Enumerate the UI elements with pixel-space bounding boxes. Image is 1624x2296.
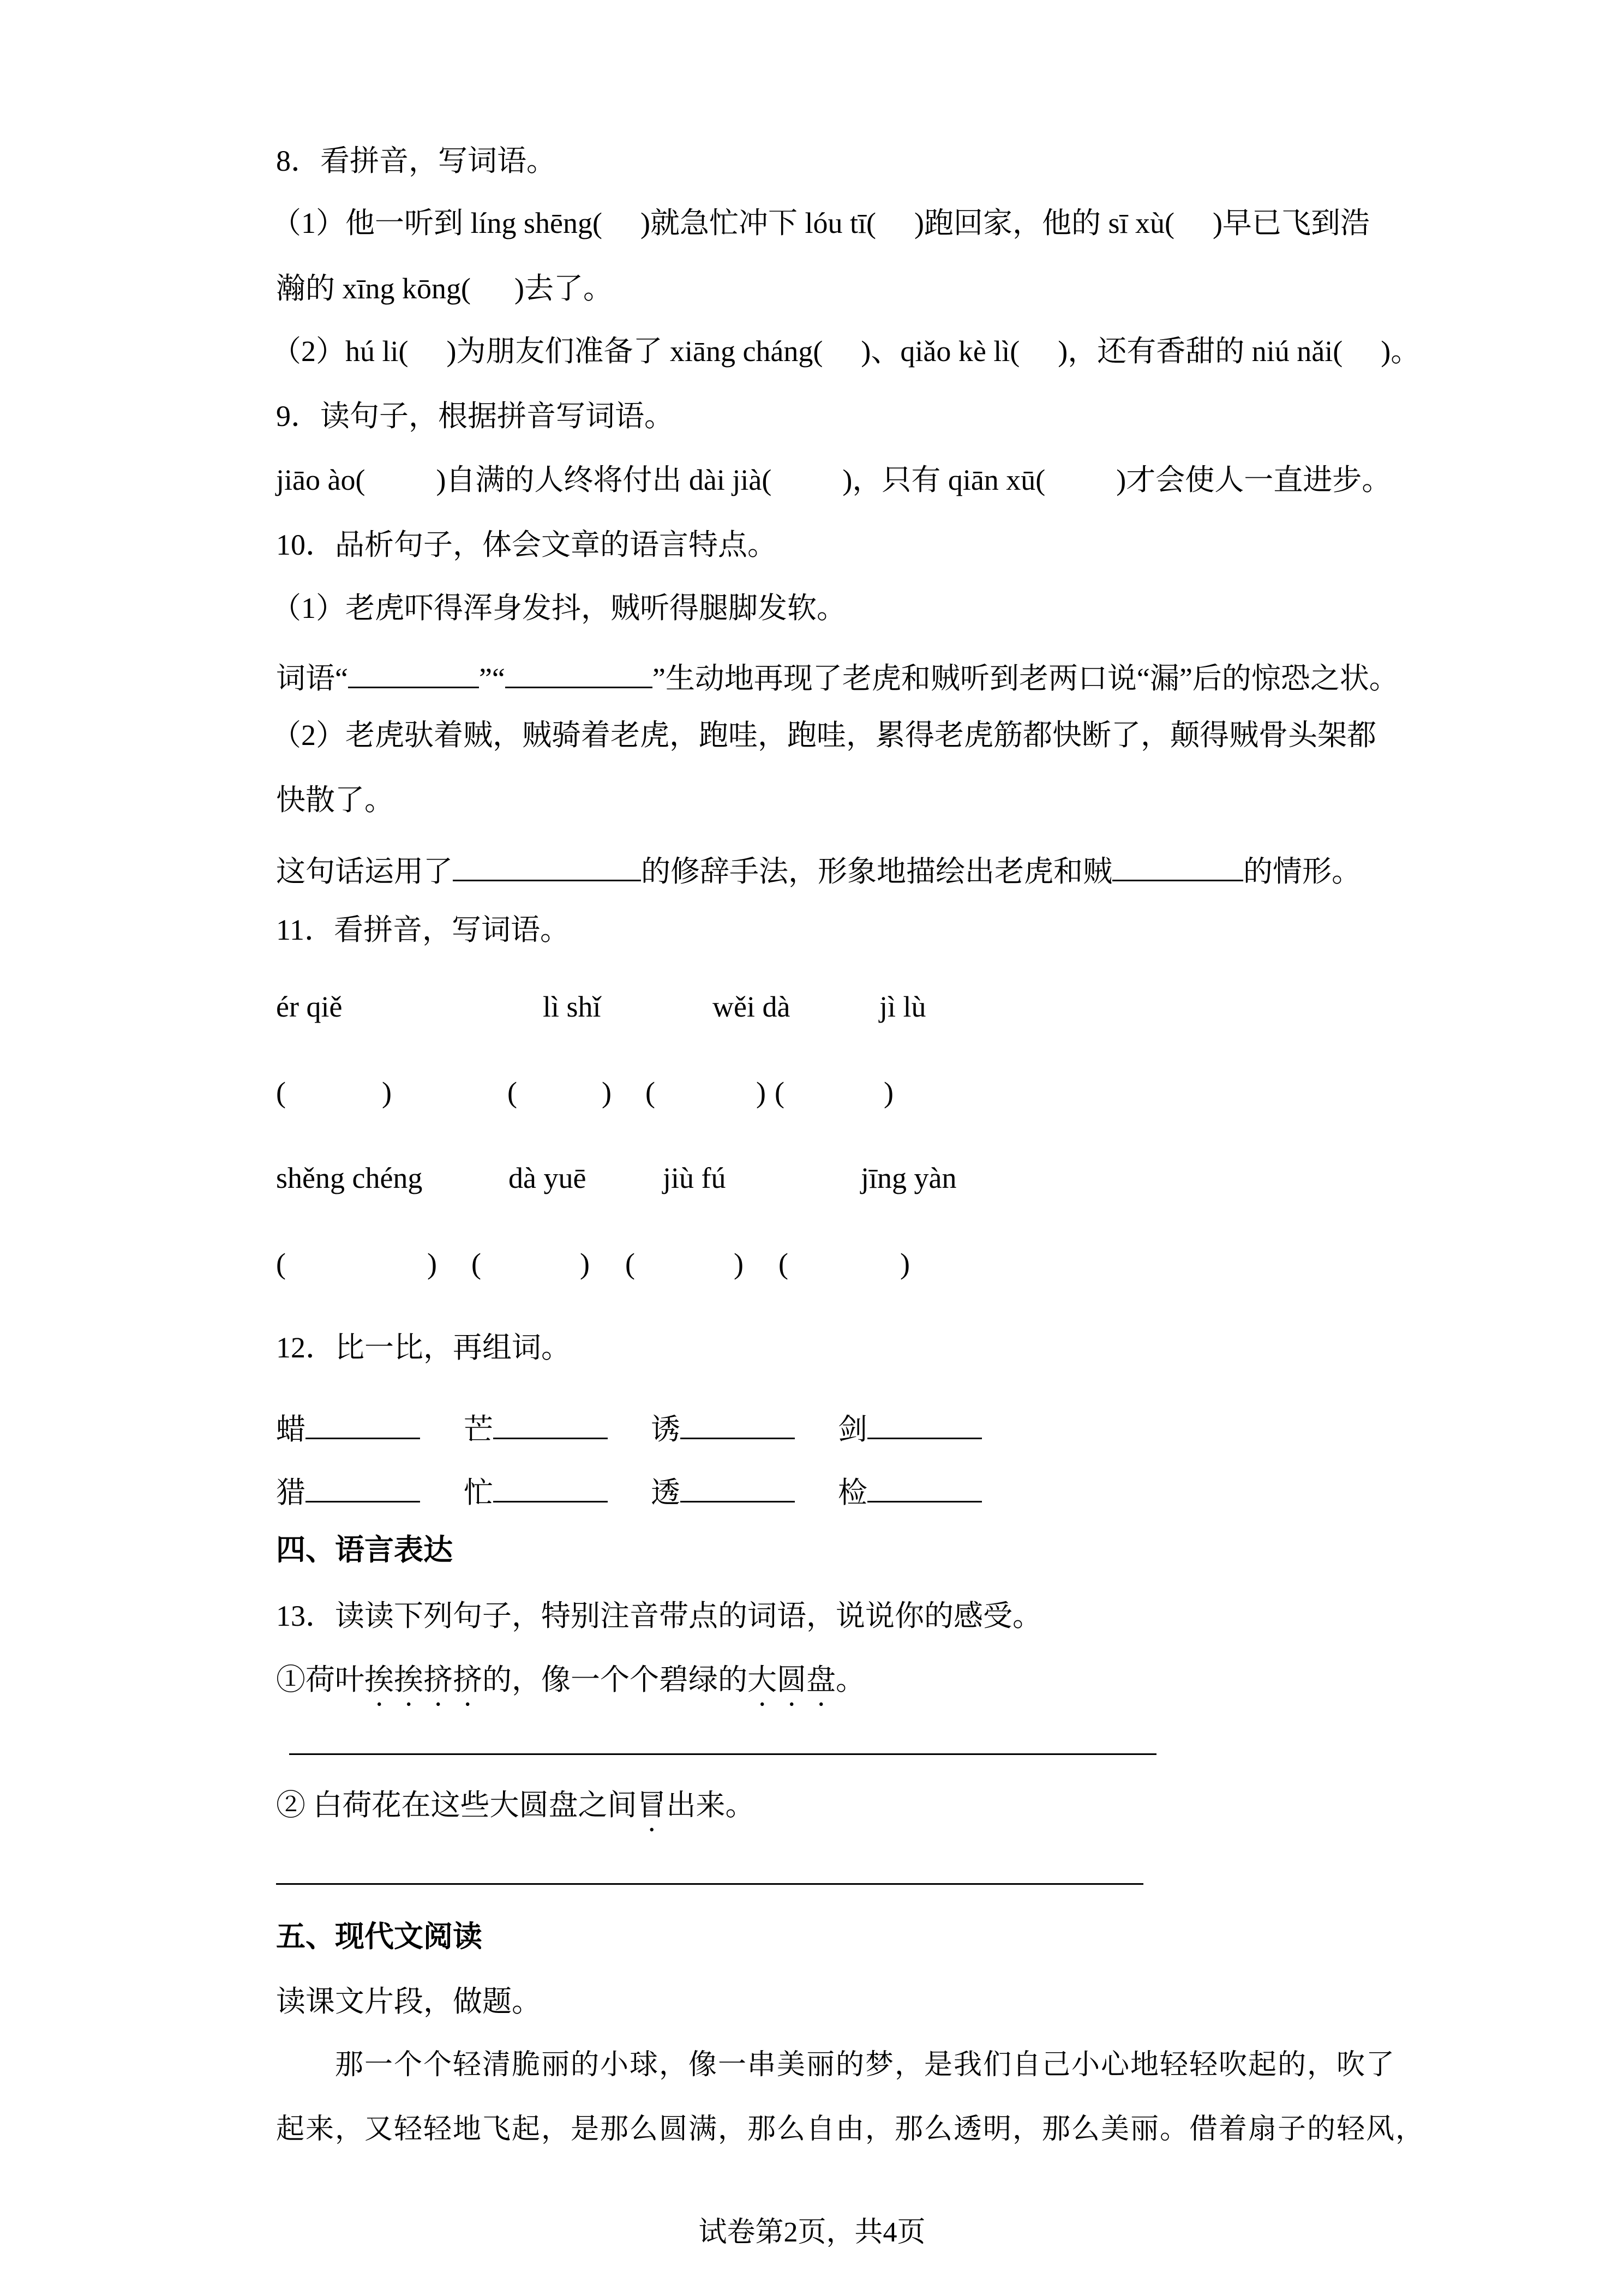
answer-blank[interactable] — [867, 1471, 982, 1502]
answer-line[interactable] — [276, 1883, 1143, 1885]
reading-instruction: 读课文片段，做题。 — [276, 1985, 541, 2018]
answer-paren-close: ) — [602, 1076, 612, 1109]
answer-paren-open: ( — [276, 1076, 286, 1109]
answer-paren-open: ( — [775, 1076, 784, 1109]
pinyin-jiu-fu: jiù fú — [663, 1162, 726, 1194]
answer-paren-open: ( — [471, 1247, 481, 1280]
reading-paragraph-line-1: 那一个个轻清脆丽的小球，像一串美丽的梦，是我们自己小心地轻轻吹起的，吹了 — [335, 2048, 1396, 2081]
char-compare-item: 忙 — [464, 1471, 608, 1507]
answer-blank[interactable] — [493, 1408, 608, 1439]
q10-question-2: 这句话运用了 的修辞手法，形象地描绘出老虎和贼 的情形。 — [276, 850, 1361, 886]
answer-paren-open: ( — [645, 1076, 655, 1109]
q8-title: 8．看拼音，写词语。 — [276, 145, 556, 177]
reading-paragraph-line-2: 起来，又轻轻地飞起，是那么圆满，那么自由，那么透明，那么美丽。借着扇子的轻风， — [276, 2113, 1425, 2145]
q8-sentence-1-cont: 瀚的 xīng kōng( )去了。 — [276, 272, 613, 305]
answer-paren-close: ) — [884, 1076, 894, 1109]
q13-sentence-1: ①荷叶挨挨挤挤的，像一个个碧绿的大圆盘。 — [276, 1663, 865, 1696]
char-compare-item: 检 — [838, 1471, 982, 1507]
answer-paren-close: ) — [756, 1076, 766, 1109]
page-footer: 试卷第2页，共4页 — [698, 2217, 926, 2248]
q10-sentence-2-cont: 快散了。 — [276, 784, 394, 816]
answer-paren-open: ( — [778, 1247, 788, 1280]
answer-paren-open: ( — [507, 1076, 517, 1109]
answer-blank[interactable] — [493, 1471, 608, 1502]
char-compare-item: 蜡 — [276, 1408, 420, 1444]
pinyin-ji-lu: jì lù — [879, 990, 926, 1023]
q9-sentence: jiāo ào( )自满的人终将付出 dài jià( )，只有 qiān xū( )才会使人一直进步。 — [276, 464, 1392, 496]
char-compare-item: 透 — [651, 1471, 795, 1507]
answer-line[interactable] — [289, 1753, 1156, 1755]
char-compare-item: 剑 — [838, 1408, 982, 1444]
char-compare-item: 诱 — [651, 1408, 795, 1444]
pinyin-er-qie: ér qiě — [276, 990, 343, 1023]
char-compare-item: 猎 — [276, 1471, 420, 1507]
pinyin-jing-yan: jīng yàn — [861, 1162, 957, 1194]
q9-title: 9．读句子，根据拼音写词语。 — [276, 400, 674, 432]
answer-paren-open: ( — [625, 1247, 635, 1280]
answer-blank[interactable] — [505, 657, 652, 688]
q10-title: 10．品析句子，体会文章的语言特点。 — [276, 528, 777, 561]
q10-sentence-2: （2）老虎驮着贼，贼骑着老虎，跑哇，跑哇，累得老虎筋都快断了，颠得贼骨头架都 — [272, 719, 1376, 752]
answer-blank[interactable] — [680, 1408, 795, 1439]
section-4-heading: 四、语言表达 — [276, 1532, 453, 1567]
pinyin-sheng-cheng: shěng chéng — [276, 1162, 423, 1194]
q13-title: 13．读读下列句子，特别注音带点的词语，说说你的感受。 — [276, 1600, 1042, 1632]
answer-blank[interactable] — [305, 1471, 420, 1502]
section-5-heading: 五、现代文阅读 — [276, 1919, 482, 1954]
answer-blank[interactable] — [305, 1408, 420, 1439]
char-compare-item: 芒 — [464, 1408, 608, 1444]
answer-paren-close: ) — [382, 1076, 392, 1109]
q11-title: 11．看拼音，写词语。 — [276, 913, 570, 946]
answer-paren-close: ) — [900, 1247, 910, 1280]
pinyin-da-yue: dà yuē — [508, 1162, 586, 1194]
q8-sentence-2: （2）hú li( )为朋友们准备了 xiāng cháng( )、qiǎo kè lì( )，还有香甜的 niú nǎi( )。 — [272, 335, 1421, 368]
pinyin-li-shi: lì shǐ — [543, 990, 601, 1023]
answer-paren-close: ) — [580, 1247, 590, 1280]
q8-sentence-1: （1）他一听到 líng shēng( )就急忙冲下 lóu tī( )跑回家，他的 sī xù( )早已飞到浩 — [272, 207, 1370, 239]
answer-blank[interactable] — [348, 657, 479, 688]
pinyin-wei-da: wěi dà — [712, 990, 790, 1023]
q13-sentence-2: ② 白荷花在这些大圆盘之间冒出来。 — [276, 1789, 755, 1822]
q12-title: 12．比一比，再组词。 — [276, 1331, 571, 1364]
q10-sentence-1: （1）老虎吓得浑身发抖，贼听得腿脚发软。 — [272, 592, 846, 624]
answer-blank[interactable] — [453, 850, 641, 881]
answer-paren-open: ( — [276, 1247, 286, 1280]
answer-blank[interactable] — [680, 1471, 795, 1502]
answer-paren-close: ) — [427, 1247, 437, 1280]
answer-blank[interactable] — [867, 1408, 982, 1439]
answer-blank[interactable] — [1112, 850, 1243, 881]
q10-question-1: 词语“ ”“ ”生动地再现了老虎和贼听到老两口说“漏”后的惊恐之状。 — [276, 657, 1399, 693]
answer-paren-close: ) — [734, 1247, 744, 1280]
